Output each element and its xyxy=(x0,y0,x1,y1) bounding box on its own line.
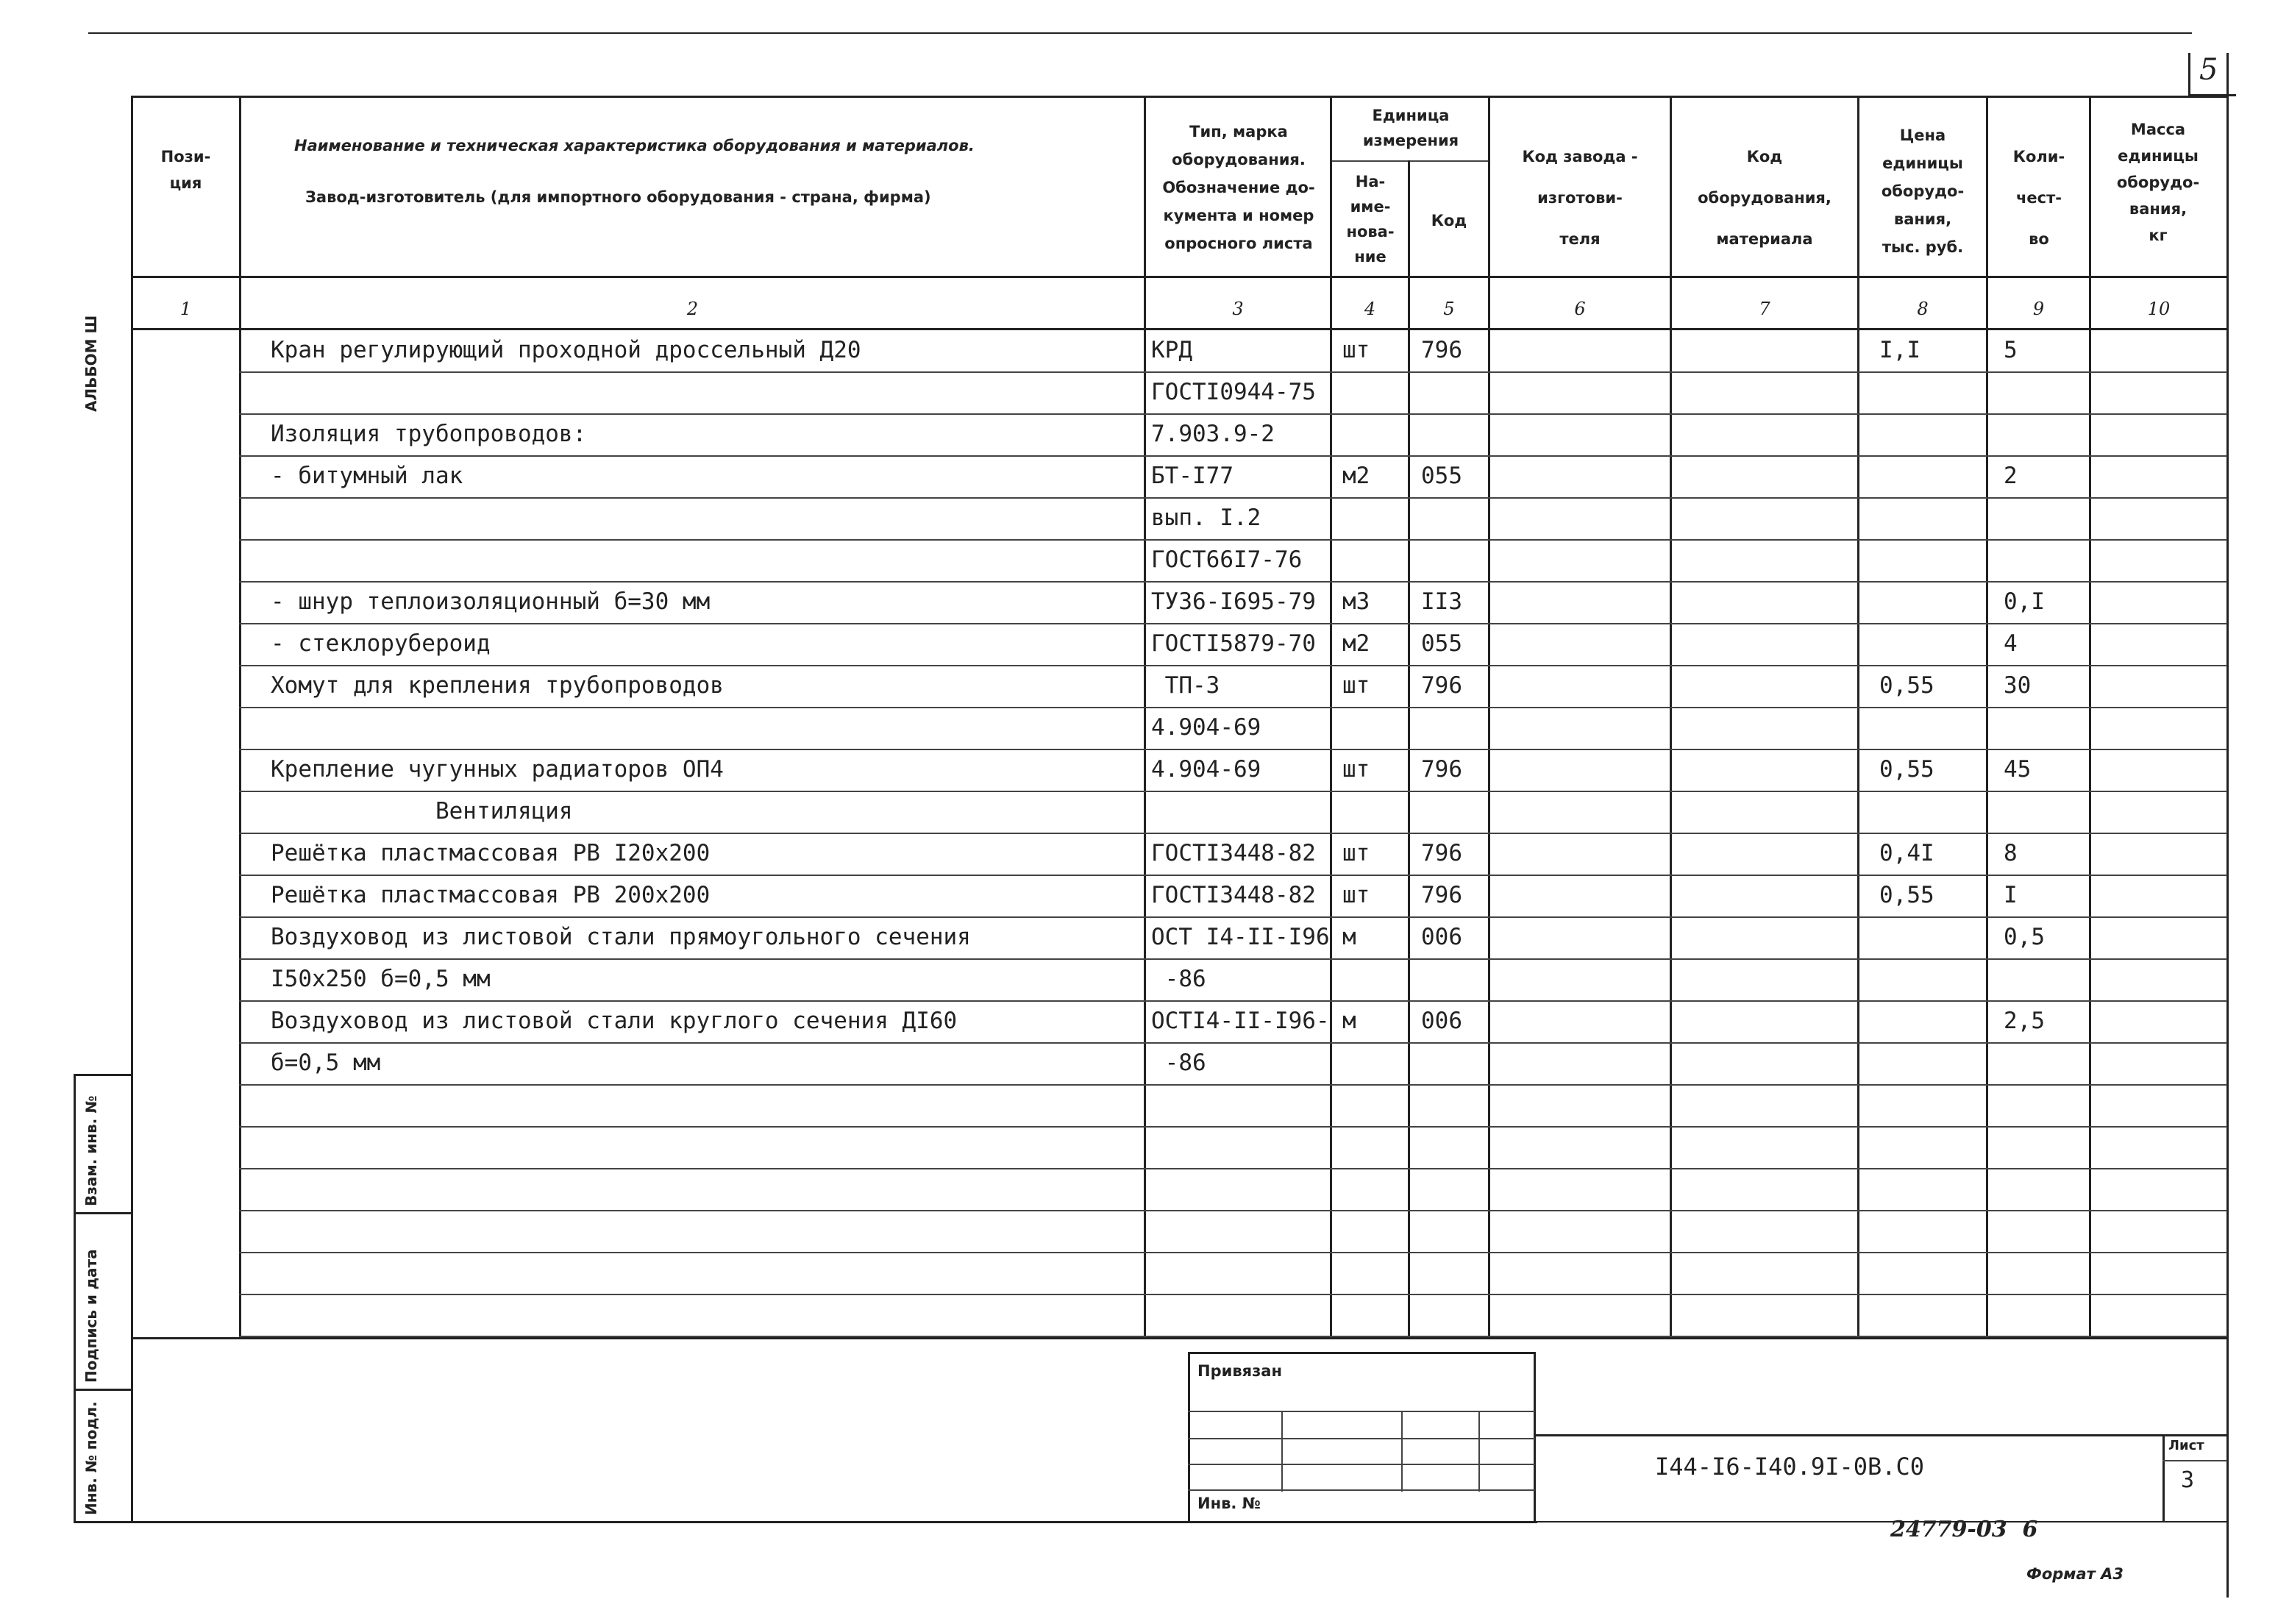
col-line-1 xyxy=(239,96,241,1339)
header-quantity: Коли- чест- во xyxy=(2012,148,2065,248)
header-position: Пози- ция xyxy=(160,148,211,192)
item-price: 0,55 xyxy=(1879,672,1934,699)
side-label-album: АЛЬБОМ Ш xyxy=(82,315,100,412)
side-label-inv-replace: Взам. инв. № xyxy=(82,1095,100,1206)
item-price: 0,4I xyxy=(1879,840,1934,866)
stamp-row-3 xyxy=(1188,1464,1535,1465)
item-type: ГОСТI3448-82 xyxy=(1151,882,1316,908)
sheet-number: 3 xyxy=(2181,1467,2195,1493)
header-factory-code: Код завода - изготови- теля xyxy=(1522,148,1638,248)
item-quantity: 2,5 xyxy=(2004,1008,2045,1034)
item-unit: шт xyxy=(1342,756,1370,783)
col-line-2 xyxy=(1144,96,1146,1339)
colnum-9: 9 xyxy=(2032,299,2045,319)
row-separator xyxy=(239,1084,2227,1086)
side-strip-left xyxy=(74,1074,76,1522)
item-unit: шт xyxy=(1342,840,1370,866)
stamp-col-2 xyxy=(1401,1411,1403,1492)
item-name: Воздуховод из листовой стали прямоугольного сечения xyxy=(271,924,971,950)
row-separator xyxy=(239,1336,2227,1337)
colnum-7: 7 xyxy=(1759,299,1770,319)
sheet-box-divider xyxy=(2162,1460,2227,1461)
item-price: 0,55 xyxy=(1879,882,1934,908)
item-name: I50х250 б=0,5 мм xyxy=(271,966,491,992)
col-line-6 xyxy=(1670,96,1672,1339)
frame-bottom-right xyxy=(1536,1521,2229,1522)
colnum-10: 10 xyxy=(2147,299,2171,319)
item-quantity: 45 xyxy=(2004,756,2032,783)
item-quantity: 8 xyxy=(2004,840,2018,866)
item-quantity: 0,I xyxy=(2004,588,2045,615)
item-type: КРД xyxy=(1151,337,1192,363)
item-name: б=0,5 мм xyxy=(271,1050,381,1076)
item-type: ОСТ I4-II-I96 xyxy=(1151,924,1330,950)
item-type: 4.904-69 xyxy=(1151,714,1261,741)
col-line-3 xyxy=(1330,96,1332,1339)
col-line-9 xyxy=(2089,96,2091,1339)
header-name-line1: Наименование и техническая характеристика оборудования и материалов. xyxy=(294,137,975,154)
stamp-row-1 xyxy=(1188,1411,1535,1412)
header-unit-group: Единица измерения xyxy=(1362,107,1459,149)
item-name: - битумный лак xyxy=(271,463,463,489)
header-name-line2: Завод-изготовитель (для импортного оборудования - страна, фирма) xyxy=(305,188,931,206)
item-type: 7.903.9-2 xyxy=(1151,421,1275,447)
item-type: ГОСТI3448-82 xyxy=(1151,840,1316,866)
item-type: 4.904-69 xyxy=(1151,756,1261,783)
item-type: -86 xyxy=(1151,1050,1206,1076)
item-unit-code: 796 xyxy=(1421,840,1462,866)
colnum-5: 5 xyxy=(1443,299,1455,319)
stamp-attached-label: Привязан xyxy=(1197,1362,1282,1380)
header-unit-code: Код xyxy=(1431,212,1467,229)
col-line-8 xyxy=(1986,96,1988,1339)
colnum-4: 4 xyxy=(1364,299,1376,319)
item-type: БТ-I77 xyxy=(1151,463,1234,489)
frame-top xyxy=(131,96,2229,98)
header-type: Тип, марка оборудования. Обозначение до- кумента и номер опросного листа xyxy=(1162,123,1315,252)
col-line-7 xyxy=(1857,96,1859,1339)
item-name: Решётка пластмассовая РВ I20х200 xyxy=(271,840,711,866)
item-name: Решётка пластмассовая РВ 200х200 xyxy=(271,882,711,908)
unit-group-divider xyxy=(1331,160,1489,162)
row-separator xyxy=(239,1294,2227,1295)
col-line-5 xyxy=(1488,96,1490,1339)
item-name: Хомут для крепления трубопроводов xyxy=(271,672,724,699)
side-label-inv-original: Инв. № подл. xyxy=(82,1401,100,1515)
colnum-1: 1 xyxy=(179,299,192,319)
stamp-top xyxy=(1188,1352,1535,1354)
item-name: Вентиляция xyxy=(271,798,573,825)
body-bottom xyxy=(131,1337,2227,1339)
item-quantity: 2 xyxy=(2004,463,2018,489)
item-name: Крепление чугунных радиаторов ОП4 xyxy=(271,756,724,783)
item-unit-code: 055 xyxy=(1421,463,1462,489)
item-type: -86 xyxy=(1151,966,1206,992)
item-unit: шт xyxy=(1342,337,1370,363)
item-unit-code: 796 xyxy=(1421,337,1462,363)
stamp-inv-no-label: Инв. № xyxy=(1197,1495,1261,1512)
item-quantity: 5 xyxy=(2004,337,2018,363)
stamp-col-1 xyxy=(1281,1411,1283,1492)
item-quantity: 4 xyxy=(2004,630,2018,657)
side-strip-div2 xyxy=(74,1212,132,1214)
item-name: Воздуховод из листовой стали круглого сечения ДI60 xyxy=(271,1008,958,1034)
row-separator xyxy=(239,1042,2227,1044)
item-unit-code: 006 xyxy=(1421,924,1462,950)
format-label: Формат А3 xyxy=(2026,1565,2124,1583)
item-quantity: 0,5 xyxy=(2004,924,2045,950)
colnum-2: 2 xyxy=(686,299,699,319)
stamp-left xyxy=(1188,1352,1190,1522)
side-strip-div1 xyxy=(74,1074,132,1076)
header-price: Цена единицы оборудо- вания, тыс. руб. xyxy=(1881,127,1965,256)
item-type: ГОСТ66I7-76 xyxy=(1151,546,1303,573)
row-separator xyxy=(239,1210,2227,1211)
frame-right xyxy=(2226,53,2229,1598)
page-number-border-left xyxy=(2188,53,2190,96)
item-price: I,I xyxy=(1879,337,1920,363)
item-unit-code: 796 xyxy=(1421,756,1462,783)
colnum-8: 8 xyxy=(1917,299,1929,319)
header-unit-name: На- име- нова- ние xyxy=(1346,173,1395,266)
frame-bottom xyxy=(74,1521,1537,1523)
side-label-signature-date: Подпись и дата xyxy=(82,1249,100,1383)
item-unit: м3 xyxy=(1342,588,1370,615)
item-unit: м xyxy=(1342,1008,1356,1034)
header-bottom xyxy=(131,276,2227,278)
row-separator xyxy=(239,958,2227,960)
item-type: ГОСТI5879-70 xyxy=(1151,630,1316,657)
item-unit-code: II3 xyxy=(1421,588,1462,615)
header-equipment-code: Код оборудования, материала xyxy=(1698,148,1831,248)
item-unit: м xyxy=(1342,924,1356,950)
title-block-top xyxy=(1534,1434,2226,1436)
item-quantity: I xyxy=(2004,882,2018,908)
item-type: вып. I.2 xyxy=(1151,505,1261,531)
item-type: ОСТI4-II-I96- xyxy=(1151,1008,1330,1034)
colnum-3: 3 xyxy=(1232,299,1244,319)
item-price: 0,55 xyxy=(1879,756,1934,783)
item-type: ТУ36-I695-79 xyxy=(1151,588,1316,615)
item-unit: м2 xyxy=(1342,463,1370,489)
document-code: I44-I6-I40.9I-0В.С0 xyxy=(1655,1453,1925,1481)
stamp-right-inner xyxy=(1534,1352,1536,1522)
item-unit-code: 796 xyxy=(1421,672,1462,699)
item-name: Кран регулирующий проходной дроссельный Д20 xyxy=(271,337,861,363)
item-unit-code: 006 xyxy=(1421,1008,1462,1034)
item-unit: шт xyxy=(1342,672,1370,699)
colnum-6: 6 xyxy=(1574,299,1586,319)
item-name: Изоляция трубопроводов: xyxy=(271,421,587,447)
item-name: - стеклорубероид xyxy=(271,630,491,657)
side-strip-div3 xyxy=(74,1389,132,1391)
sheet-label: Лист xyxy=(2168,1438,2204,1453)
item-type: ГОСТI0944-75 xyxy=(1151,379,1316,405)
item-type: ТП-3 xyxy=(1151,672,1220,699)
row-separator xyxy=(239,1168,2227,1169)
stamp-row-4 xyxy=(1188,1489,1535,1491)
stamp-col-3 xyxy=(1478,1411,1480,1492)
item-unit-code: 796 xyxy=(1421,882,1462,908)
page-number: 5 xyxy=(2199,53,2218,87)
sheet-box-left xyxy=(2162,1434,2165,1522)
item-unit: шт xyxy=(1342,882,1370,908)
archive-number: 24779-03 6 xyxy=(1890,1517,2038,1542)
item-unit-code: 055 xyxy=(1421,630,1462,657)
top-border-line xyxy=(88,32,2192,34)
row-separator xyxy=(239,1252,2227,1253)
header-mass: Масса единицы оборудо- вания, кг xyxy=(2116,121,2200,244)
item-name: - шнур теплоизоляционный б=30 мм xyxy=(271,588,711,615)
row-separator xyxy=(239,1126,2227,1128)
item-unit: м2 xyxy=(1342,630,1370,657)
stamp-row-2 xyxy=(1188,1438,1535,1439)
item-quantity: 30 xyxy=(2004,672,2032,699)
